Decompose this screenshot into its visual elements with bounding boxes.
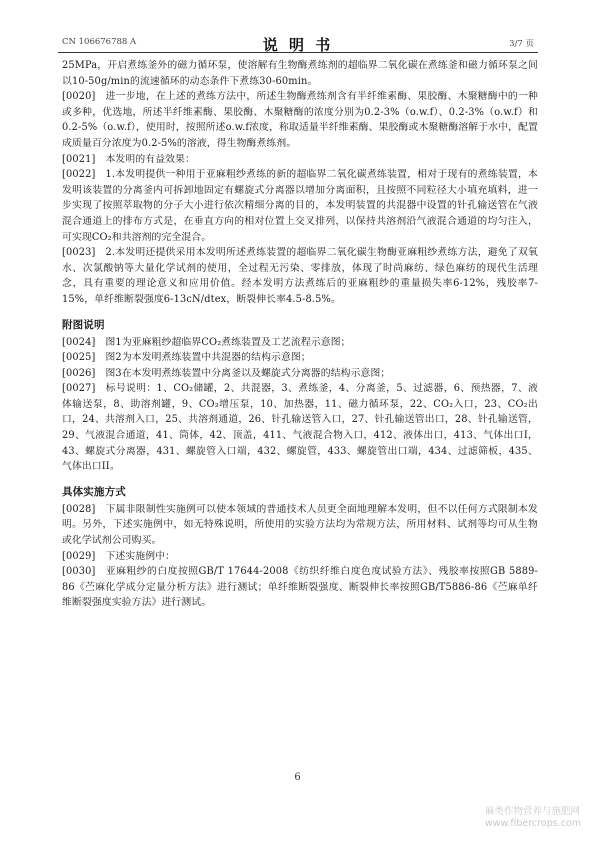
document-body	[62, 58, 538, 611]
paragraph-0025	[62, 350, 538, 366]
page-header	[58, 34, 538, 53]
paragraph-text: 图3在本发明煮练装置中分离釜以及螺旋式分离器的结构示意图；	[105, 367, 391, 379]
paragraph-0020	[62, 89, 538, 151]
watermark-url: www.fibercrops.com	[484, 818, 581, 829]
watermark	[485, 806, 581, 830]
paragraph-0021	[62, 152, 538, 168]
paragraph-0023	[62, 245, 538, 307]
paragraph-number: [0026]	[62, 367, 96, 379]
paragraph-text: 图2为本发明煮练装置中共混器的结构示意图；	[105, 352, 311, 364]
paragraph-text: 2.本发明还提供采用本发明所述煮练装置的超临界二氧化碳生物酶亚麻粗纱煮练方法，避免了双氧水、次氯酸钠等大量化学试剂的使用，全过程无污染、零排放，体现了时尚麻纺、绿色麻纺的现代生活理念，具有重要的理论意义和应用价值。经本发明方法煮练后的亚麻粗纱的重量损失率6-12%，残胶率7-15%，单纤维断裂强度6-13cN/dtex，断裂伸长率4.5-8.5%。	[62, 247, 538, 305]
page-of-indicator: 3/7 页	[509, 39, 534, 49]
paragraph-0024	[62, 335, 538, 351]
paragraph-number: [0028]	[62, 503, 96, 515]
paragraph-text: 1.本发明提供一种用于亚麻粗纱煮练的新的超临界二氧化碳煮练装置，相对于现有的煮练装置，本发明该装置的分离釜内可拆卸地固定有螺旋式分离器以增加分离面积，且按照不同粒径大小填充填料，进一步实现了按照萃取物的分子大小进行依次精细分离的目的，本发明装置的共混器中设置的针孔输送管在气液混合通道上的排布方式是，在垂直方向的相对位置上交叉排列，以保持共溶剂沿气液混合通道的均匀注入，可实现CO₂和共溶剂的完全混合。	[62, 169, 538, 243]
paragraph-text: 本发明的有益效果：	[105, 153, 196, 165]
section-title-embodiments: 具体实施方式	[62, 485, 126, 498]
paragraph-text: 标号说明：1、CO₂储罐，2、共混器，3、煮练釜，4、分离釜，5、过滤器，6、预热器，7、液体输送泵，8、助溶剂罐，9、CO₂增压泵，10、加热器，11、磁力循环泵，22、CO₂入口，23、CO₂出口，24、共溶剂入口，25、共溶剂通道，26、针孔输送管入口，27、针孔输送管出口，28、针孔输送管，29、气液混合通道，41、筒体，42、顶盖，411、气液混合物入口，412、液体出口，413、气体出口I，43、螺旋式分离器，431、螺旋管入口端，432、螺旋管，433、螺旋管出口端，434、过滤筛板，435、气体出口II。	[62, 383, 538, 473]
paragraph-0029	[62, 549, 538, 565]
paragraph-text: 下属非限制性实施例可以使本领域的普通技术人员更全面地理解本发明，但不以任何方式限制本发明。另外，下述实施例中，如无特殊说明，所使用的实验方法均为常规方法，所用材料、试剂等均可从生物或化学试剂公司购买。	[62, 503, 538, 547]
page-number: 6	[294, 772, 301, 783]
section-title-figures: 附图说明	[62, 318, 105, 331]
paragraph-0026	[62, 366, 538, 382]
paragraph-0028	[62, 502, 538, 549]
paragraph-text: 下述实施例中：	[105, 550, 176, 562]
paragraph-number: [0030]	[62, 566, 96, 578]
paragraph-number: [0023]	[62, 247, 96, 259]
paragraph-0030	[62, 564, 538, 611]
patent-number: CN 106676788 A	[62, 37, 137, 47]
paragraph-number: [0027]	[62, 383, 96, 395]
paragraph-text: 亚麻粗纱的白度按照GB/T 17644-2008《纺织纤维白度色度试验方法》、残胶率按照GB 5889-86《苎麻化学成分定量分析方法》进行测试；单纤维断裂强度、断裂伸长率按照GB/T5886-86《苎麻单纤维断裂强度实验方法》进行测试。	[62, 566, 538, 609]
paragraph-number: [0024]	[62, 336, 96, 348]
paragraph-number: [0022]	[62, 169, 96, 181]
paragraph-number: [0025]	[62, 352, 96, 364]
paragraph-continuation	[62, 58, 538, 89]
document-title: 说 明 书	[262, 36, 334, 54]
paragraph-number: [0029]	[62, 550, 96, 562]
paragraph-number: [0021]	[62, 153, 96, 165]
paragraph-text: 进一步地，在上述的煮练方法中，所述生物酶煮练剂含有半纤维素酶、果胶酶、木聚糖酶中的一种或多种，优选地，所述半纤维素酶、果胶酶、木聚糖酶的浓度分别为0.2-3%（o.w.f）、0.2-3%（o.w.f）和0.2-5%（o.w.f），使用时，按照所述o.w.f浓度，称取适量半纤维素酶、果胶酶或木聚糖酶溶解于水中，配置成质量百分浓度为0.2-5%的溶液，得生物酶煮练剂。	[62, 91, 538, 149]
paragraph-text: 25MPa，开启煮练釜外的磁力循环泵，使溶解有生物酶煮练剂的超临界二氧化碳在煮练釜和磁力循环泵之间以10-50g/min的流速循环的动态条件下煮练30-60min。	[62, 60, 538, 87]
paragraph-0022	[62, 167, 538, 245]
watermark-text: 麻类作物营养与施肥网	[484, 806, 580, 817]
paragraph-text: 图1为亚麻粗纱超临界CO₂煮练装置及工艺流程示意图；	[105, 336, 351, 348]
paragraph-number: [0020]	[62, 91, 96, 103]
paragraph-0027	[62, 381, 538, 475]
